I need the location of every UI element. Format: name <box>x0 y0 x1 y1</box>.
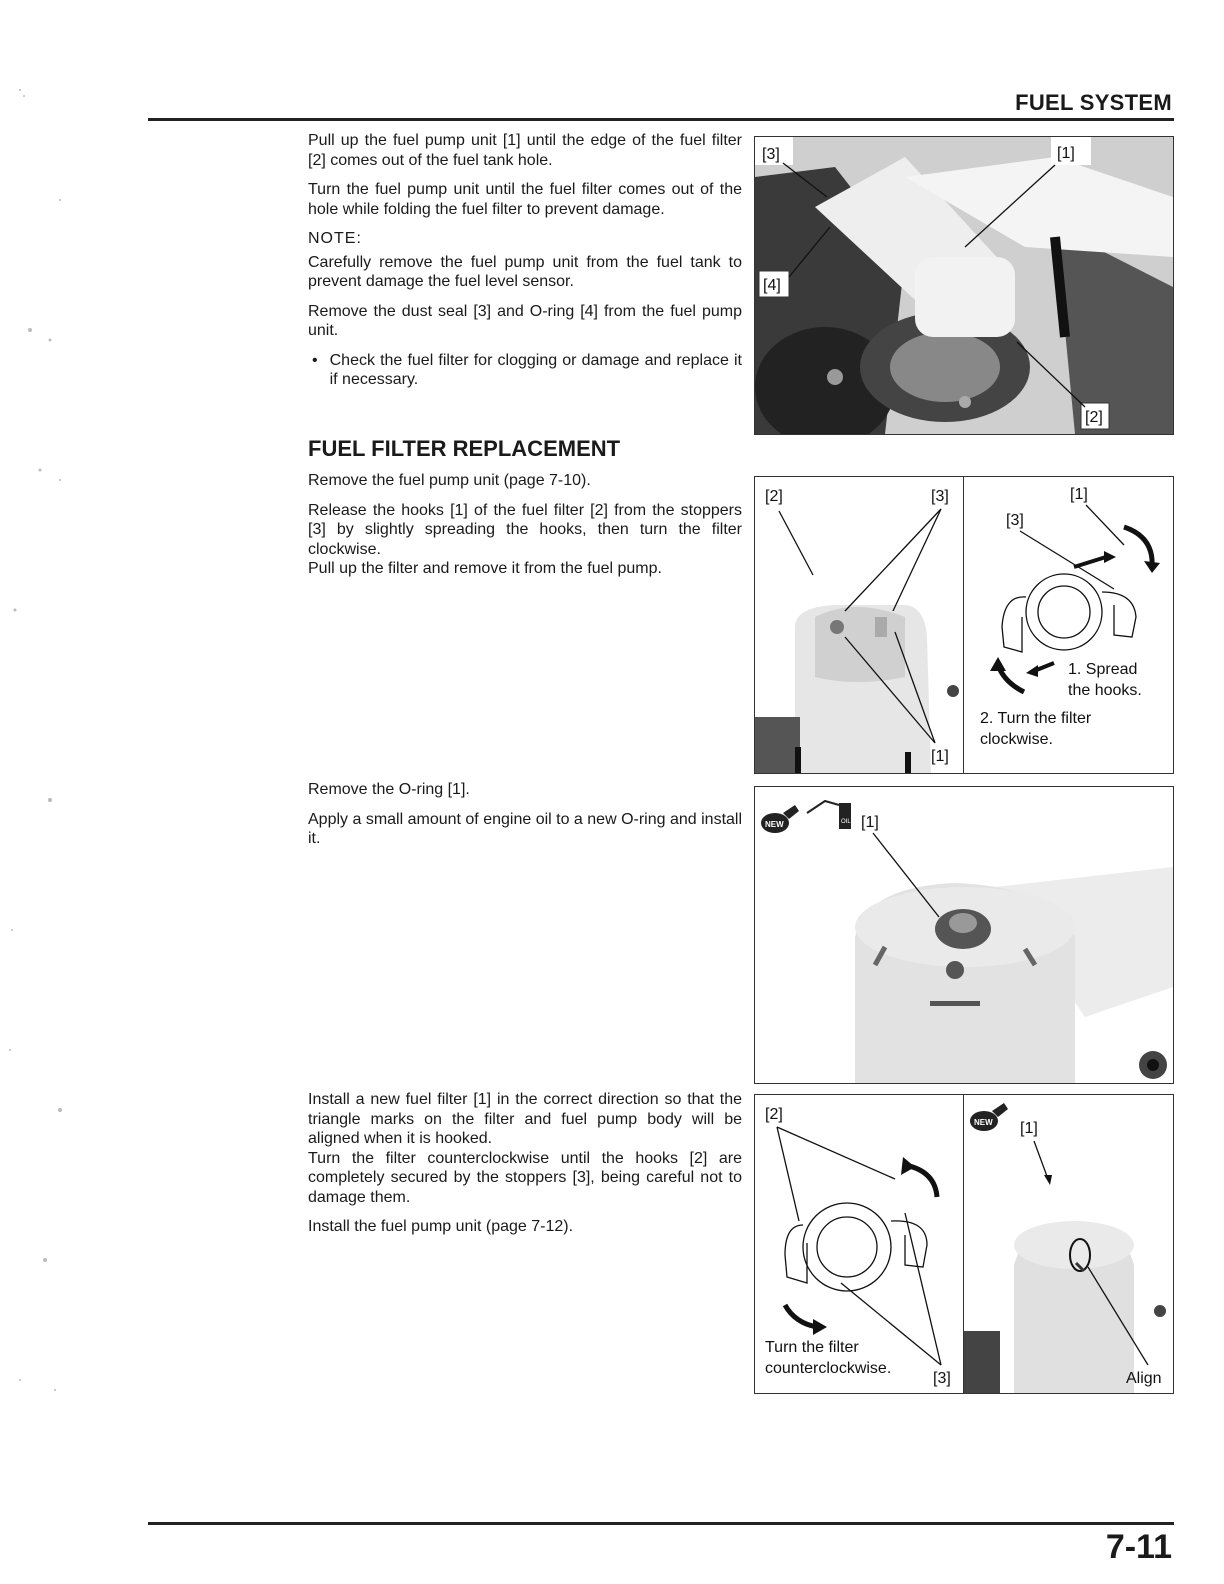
figure-pump-removal <box>754 136 1174 435</box>
removal-text-block <box>308 131 742 390</box>
note-label: NOTE: <box>308 230 362 247</box>
callout-label: [4] <box>763 277 781 294</box>
callout-label: [3] <box>762 146 780 163</box>
callout-label: [3] <box>931 488 949 505</box>
bullet-item <box>308 351 742 390</box>
figure-oring-photo <box>754 786 1174 1084</box>
callout-label: [2] <box>765 488 783 505</box>
paragraph: Remove the fuel pump unit (page 7-10). <box>308 472 591 489</box>
install-diagram <box>755 1095 965 1393</box>
page-number: 7-11 <box>1105 1528 1172 1566</box>
callout-label: [1] <box>861 814 879 831</box>
callout-label: [1] <box>931 748 949 765</box>
callout-label: [2] <box>1085 409 1103 426</box>
oil-badge-text: OIL <box>841 819 851 825</box>
step2-line2: clockwise. <box>980 731 1053 748</box>
paragraph: Remove the dust seal [3] and O-ring [4] from the fuel pump unit. <box>308 302 742 339</box>
paragraph: Install a new fuel filter [1] in the correct direction so that the triangle marks on the filter and fuel pump body will be aligned when it is hooked. <box>308 1091 742 1147</box>
align-label: Align <box>1126 1370 1162 1387</box>
filter-hooks-illustration <box>755 477 965 773</box>
caption-line1: Turn the filter <box>765 1339 859 1356</box>
new-badge-text: NEW <box>974 1118 993 1127</box>
note-text: Carefully remove the fuel pump unit from the fuel tank to prevent damage the fuel level sensor. <box>308 253 742 290</box>
callout-label: [1] <box>1020 1120 1038 1137</box>
footer-rule <box>148 1522 1174 1525</box>
figure-spread-hooks-diagram <box>963 476 1174 774</box>
step1-line2: the hooks. <box>1068 682 1142 699</box>
paragraph: Pull up the fuel pump unit [1] until the edge of the fuel filter [2] comes out of the fuel tank hole. <box>308 132 742 169</box>
caption-line2: counterclockwise. <box>765 1360 892 1377</box>
bullet-mark: • <box>312 351 318 369</box>
align-illustration <box>964 1095 1173 1393</box>
bullet-text: Check the fuel filter for clogging or damage and replace it if necessary. <box>329 351 742 388</box>
filter-replacement-text-block <box>308 471 742 589</box>
figure-install-diagram <box>754 1094 966 1394</box>
paragraph: Turn the fuel pump unit until the fuel filter comes out of the hole while folding the fuel filter to prevent damage. <box>308 181 742 218</box>
callout-label: [2] <box>765 1106 783 1123</box>
section-title: FUEL SYSTEM <box>1015 90 1172 115</box>
step1-line1: 1. Spread <box>1068 661 1138 678</box>
paragraph: Turn the filter counterclockwise until the hooks [2] are completely secured by the stoppers [3], being careful not to damage them. <box>308 1149 742 1206</box>
figure-filter-hooks-photo <box>754 476 966 774</box>
new-badge-text: NEW <box>765 820 784 829</box>
install-text-block <box>308 1090 742 1247</box>
figure-align-photo <box>963 1094 1174 1394</box>
paragraph: Pull up the filter and remove it from the fuel pump. <box>308 560 662 577</box>
pump-removal-illustration <box>755 137 1173 434</box>
step2-line1: 2. Turn the filter <box>980 710 1092 727</box>
callout-label: [1] <box>1057 145 1075 162</box>
paragraph: Remove the O-ring [1]. <box>308 781 470 798</box>
spread-hooks-diagram <box>964 477 1173 773</box>
callout-label: [1] <box>1070 486 1088 503</box>
paragraph: Release the hooks [1] of the fuel filter [2] from the stoppers [3] by slightly spreading the hooks, then turn the filter clockwise. <box>308 501 742 558</box>
oring-text-block <box>308 780 742 859</box>
fuel-filter-replacement-heading: FUEL FILTER REPLACEMENT <box>308 436 621 461</box>
paragraph: Apply a small amount of engine oil to a new O-ring and install it. <box>308 810 743 847</box>
oring-illustration <box>755 787 1173 1083</box>
callout-label: [3] <box>1006 512 1024 529</box>
paragraph: Install the fuel pump unit (page 7-12). <box>308 1218 574 1235</box>
callout-label: [3] <box>933 1370 951 1387</box>
scan-margin-noise <box>0 0 120 1584</box>
header-rule <box>148 118 1174 121</box>
